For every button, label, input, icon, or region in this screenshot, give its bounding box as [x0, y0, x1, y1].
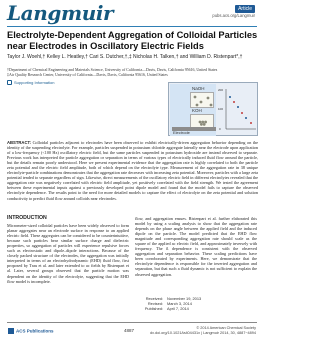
body-text-left: Micrometer-sized colloidal particles have been widely observed to form planar aggregates near an electrode surface in response to an applied electric field. These aggregates can be considered to be counterintuitive, because such particles bear similar surface charge and dielectric properties, so aggregation of particles will experience repulsive forces such as electrostatic and dipole–dipole interactions. Because of the closely packed structure of the electrodes, the aggregation was initially interpreted in terms of an electrohydrodynamic (EHD) fluid flow, first proposed by Trau et al. and later extended to ac fields by Ristenpart et al. Later, several groups observed that the particle motion was dependent on the identity of the electrolyte, suggesting that the EHD flow model is incomplete. [7, 223, 129, 284]
date-published: Published: April 7, 2014 [144, 305, 189, 311]
toc-scatter-plot [218, 85, 258, 135]
acs-publications-logo[interactable]: ACS Publications [8, 328, 54, 334]
acs-logo-icon [8, 328, 14, 334]
supporting-info-icon [7, 80, 12, 85]
affiliation-2: ‡Air Quality Research Center, University of California—Davis, Davis, California 95616, United States [7, 73, 168, 77]
section-heading-introduction: INTRODUCTION [7, 215, 47, 221]
affiliation-1: †Department of Chemical Engineering and Materials Science, University of California—Davis, Davis, California 95616, United States [7, 68, 218, 72]
toc-label-koh: KOH [192, 108, 202, 113]
date-revised: Revised: March 3, 2014 [147, 300, 192, 306]
toc-graphic [168, 82, 258, 136]
footer-divider [7, 322, 257, 323]
abstract-text: Colloidal particles adjacent to electrodes have been observed to exhibit electrically-driven aggregation behavior depending on the identity of the suspending electrolyte. For example, particles suspended in potassium chloride aggregate laterally near the electrode upon application of a low-frequency (<100 Hz) oscillatory electric field, but the same particles suspended in potassium hydroxide are instead observed to separate. Previous work has interpreted the particle aggregation or separation in terms of various types of electrically induced fluid flow around the particle, but the details remain poorly understood. Here we present experimental evidence that the aggregation rate is highly correlated to both the particle zeta potential and the electric field amplitude, both of which depend on the electrolyte type. Measurement of the aggregation rate in 38 unique electrolyte-particle combinations demonstrates that the aggregation rate decreases with increasing zeta potential. Moreover, particles with a large zeta potential tended to separate regardless of sign. Likewise, direct measurements of the oscillatory electric field in different electrolytes revealed that the aggregation rate was negatively correlated with electric field amplitude, yet positively correlated with the field strength. We tested the agreement between these experimental inputs against a previously developed point dipole model and found that the model fails to capture the observed electrolyte dependence. The results point to the need for more detailed models to capture the effect of electrolyte on the zeta potential and solution conductivity to predict fluid flow around colloids near electrodes. [7, 140, 258, 201]
particle-dots-top [191, 93, 215, 109]
toc-y-tick-200: 200 [218, 88, 224, 92]
abstract-label: ABSTRACT: [7, 140, 31, 145]
article-type-badge: Article [235, 5, 255, 13]
journal-url-link[interactable]: pubs.acs.org/Langmuir [212, 13, 255, 18]
body-text-right: flow, and aggregation ensues. Ristenpart et al. further elaborated this model by using a scaling analysis to show that the aggregation rate depends on the phase angle between the applied field and the induced dipole on the particle. The model predicted that the EHD flow magnitude and corresponding aggregation rate should scale as the square of the applied ac electric field, and approximately inversely with frequency. The ß dependence is consistent with the observed aggregation and separation behavior. These scaling predictions have been corroborated by experiments. Here, we demonstrate that the electrolyte dependence is responsible for the inverted aggregation and separation, but that such a fluid dynamic is not sufficient to explain the observed aggregation. [135, 216, 257, 277]
body-column-left [7, 216, 129, 284]
publication-dates [135, 297, 257, 312]
toc-electrode-label: Electrode [173, 130, 190, 135]
article-title: Electrolyte-Dependent Aggregation of Colloidal Particles near Electrodes in Oscillatory Electric Fields [7, 30, 258, 51]
body-column-right [135, 216, 257, 277]
author-list: Taylor J. Woehl,† Kelley L. Heatley,† Cari S. Dutcher,†,‡ Nicholas H. Talken,† and William D. Ristenpart*,† [7, 54, 243, 60]
doi-citation[interactable]: © 2014 American Chemical Society dx.doi.org/10.1021/la404431x | Langmuir 2014, 30, 4887−4894 [149, 326, 256, 335]
toc-micrograph-panel [170, 84, 216, 136]
toc-y-tick-100: 100 [218, 107, 224, 111]
date-received: Received: November 19, 2013 [145, 296, 202, 301]
toc-label-naoh: NaOH [192, 86, 205, 91]
page-number: 4887 [124, 328, 135, 333]
supporting-info-label: Supporting Information [14, 80, 55, 85]
supporting-info-link[interactable] [7, 80, 54, 85]
toc-y-tick-0: 0 [219, 127, 221, 131]
abstract [7, 140, 258, 201]
masthead [0, 0, 264, 26]
header-divider [7, 26, 257, 27]
toc-particle-image-top [190, 92, 214, 108]
page-footer [0, 322, 264, 345]
journal-logo: Langmuir [7, 1, 114, 25]
